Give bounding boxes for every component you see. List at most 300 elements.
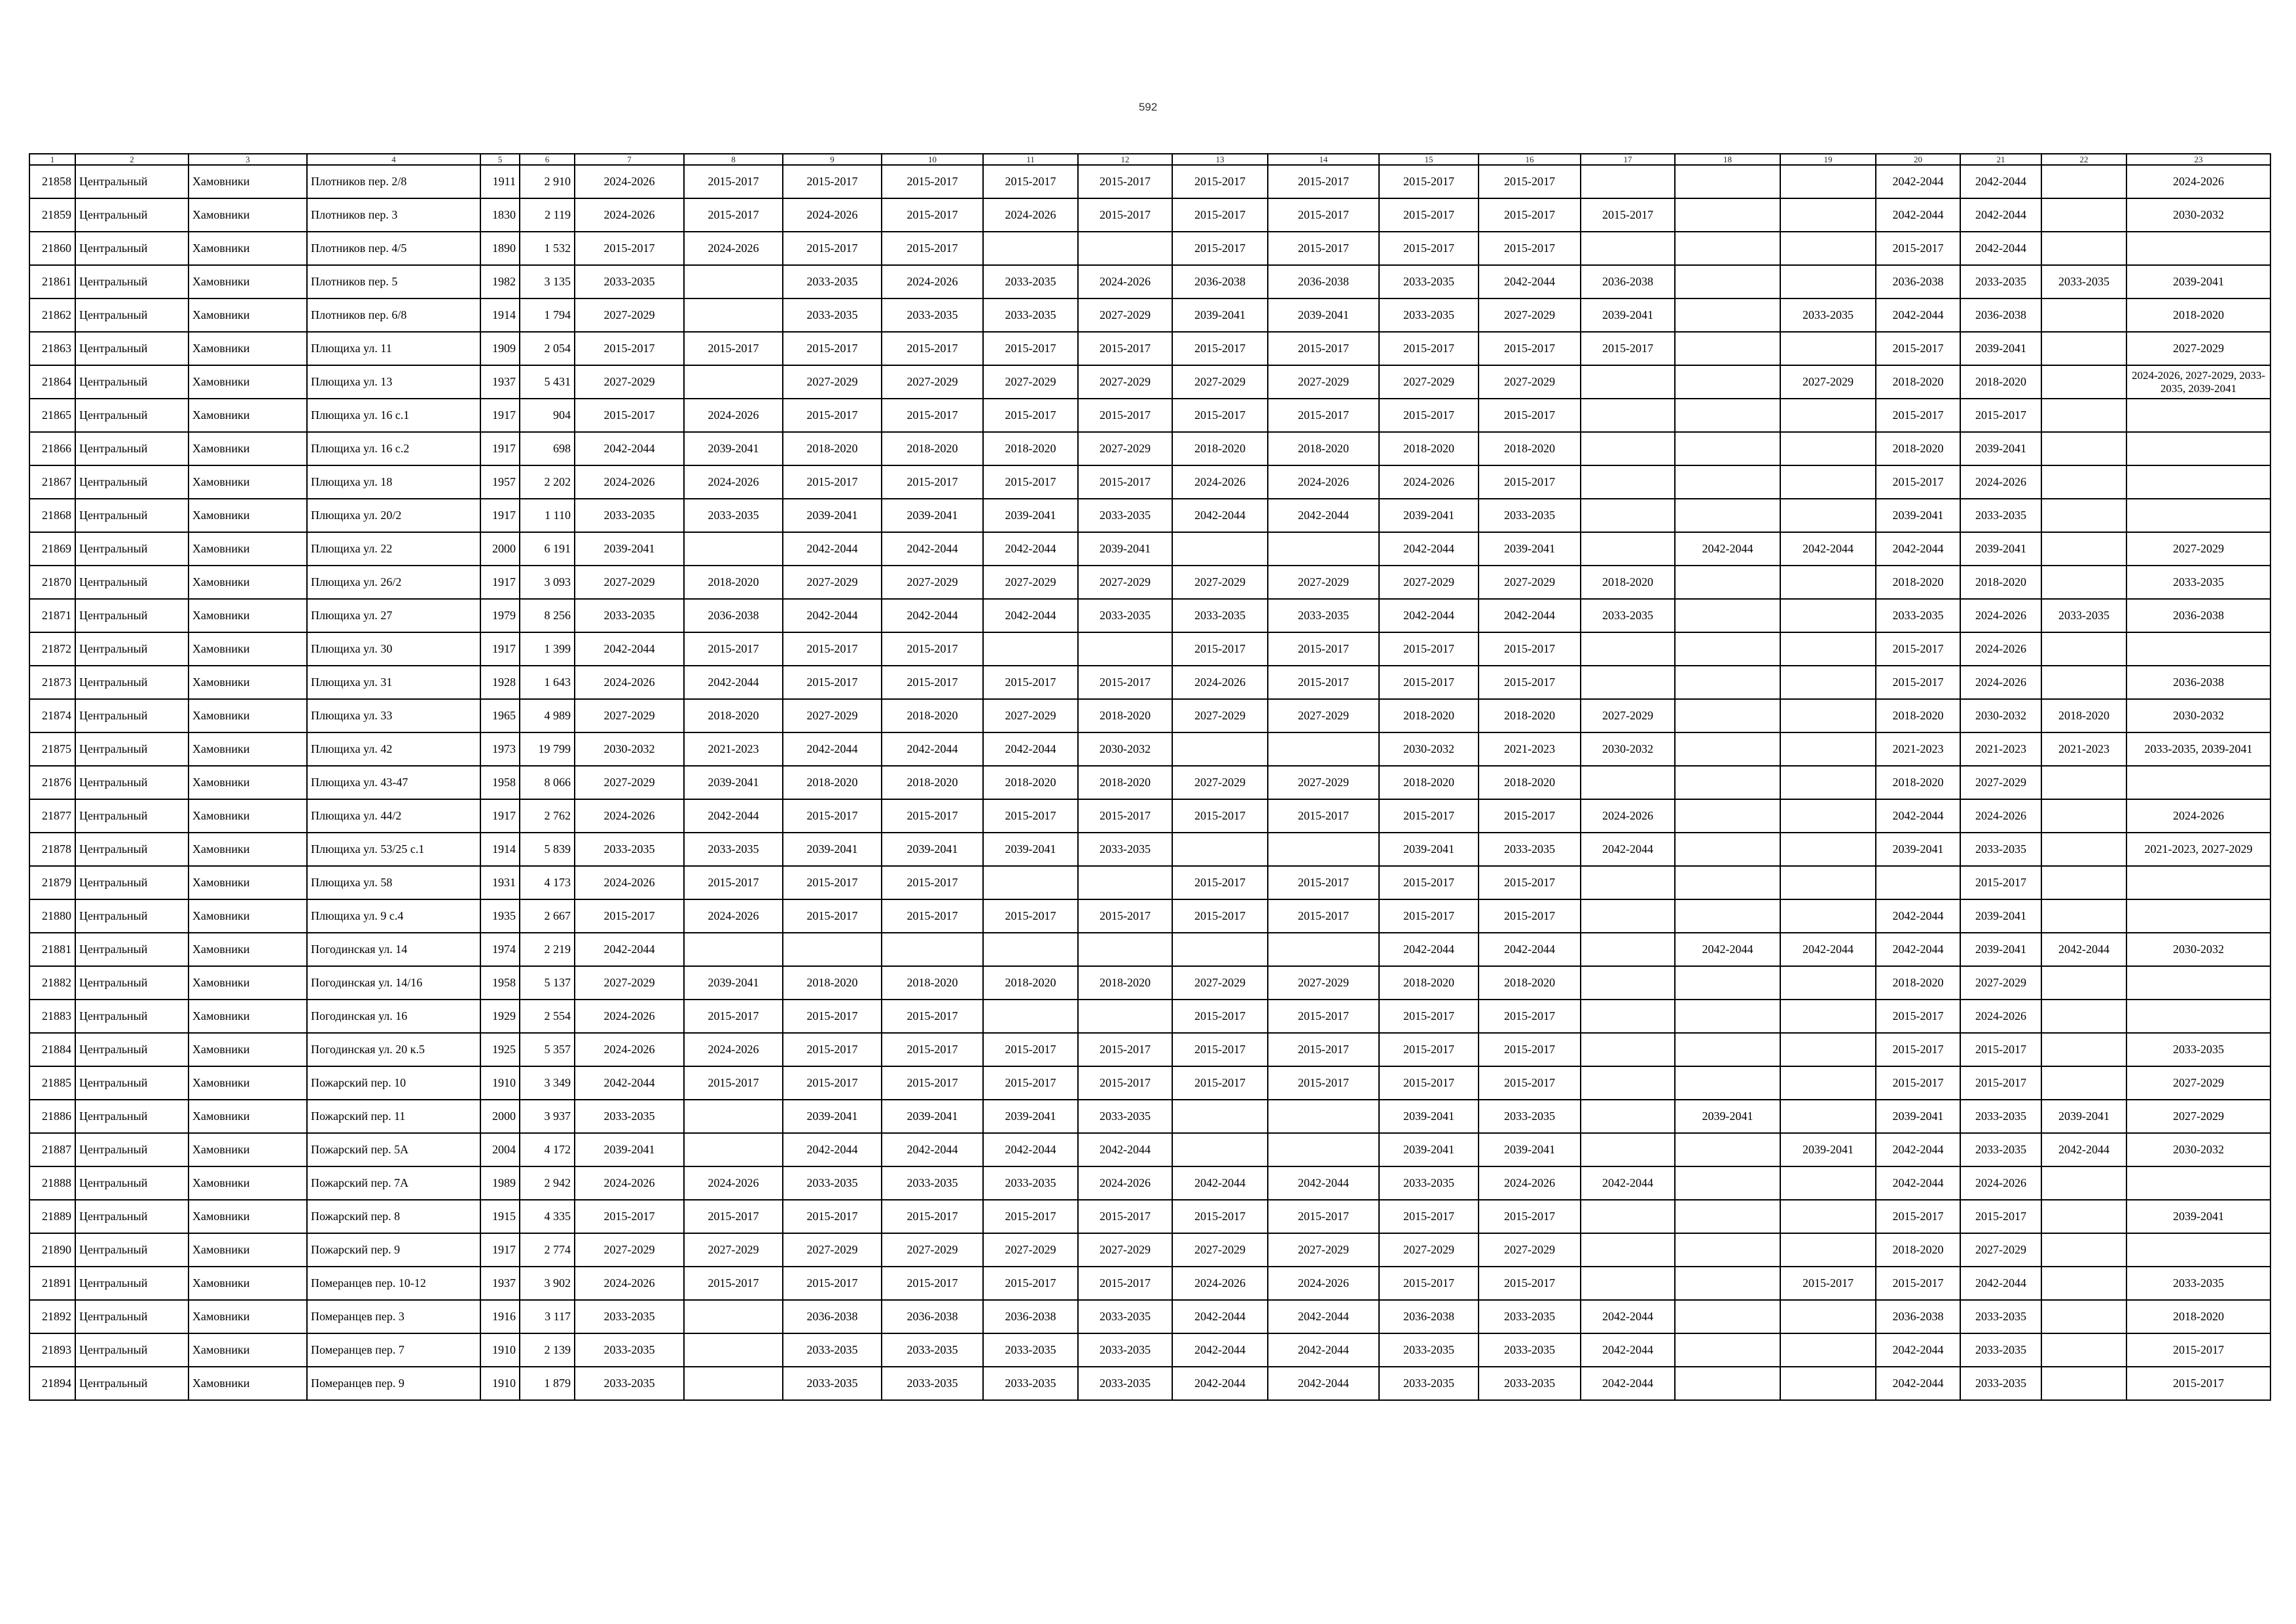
table-cell: Центральный [75,1000,188,1033]
table-cell: 2042-2044 [2041,1133,2126,1166]
table-cell: 2015-2017 [1172,165,1268,198]
table-cell: 2015-2017 [983,666,1078,699]
table-cell: 2015-2017 [783,1200,882,1233]
table-cell [1675,432,1780,465]
table-row [29,465,2270,499]
table-cell: 2042-2044 [783,1133,882,1166]
table-cell: Хамовники [188,432,307,465]
table-cell: 2027-2029 [575,966,684,1000]
table-cell: 2042-2044 [882,599,983,632]
column-number: 23 [2126,154,2270,165]
table-cell [1780,1100,1876,1133]
table-cell: Померанцев пер. 7 [307,1333,480,1367]
table-cell: 2033-2035 [2126,1033,2270,1066]
table-cell: 2018-2020 [1379,432,1479,465]
table-cell: 2015-2017 [684,332,783,365]
table-cell: Хамовники [188,1033,307,1066]
table-cell: 2015-2017 [783,799,882,833]
table-cell: 1910 [480,1333,520,1367]
table-cell: 21883 [29,1000,75,1033]
table-cell: 2033-2035 [684,833,783,866]
table-cell: 2027-2029 [575,766,684,799]
table-cell: 2015-2017 [1379,399,1479,432]
table-cell: 2018-2020 [783,432,882,465]
table-cell: Центральный [75,198,188,232]
table-cell: 2042-2044 [684,799,783,833]
table-cell [2041,465,2126,499]
table-cell: 1982 [480,265,520,298]
table-cell: 2024-2026 [1581,799,1675,833]
table-cell: Хамовники [188,198,307,232]
table-cell: 21892 [29,1300,75,1333]
table-cell: 2042-2044 [1876,799,1960,833]
table-cell: 2042-2044 [1172,499,1268,532]
table-cell: Померанцев пер. 9 [307,1367,480,1400]
table-cell: 1917 [480,432,520,465]
table-cell: 2027-2029 [1268,566,1379,599]
table-cell [1675,732,1780,766]
table-cell [1780,1367,1876,1400]
table-cell: 2027-2029 [1479,566,1581,599]
table-cell: 2030-2032 [1379,732,1479,766]
table-cell: Центральный [75,1233,188,1267]
table-cell: 2015-2017 [1581,332,1675,365]
table-cell: 2033-2035 [1960,265,2041,298]
table-cell: 2 219 [520,933,575,966]
table-cell: 2039-2041 [1379,499,1479,532]
table-cell: 2015-2017 [1379,1200,1479,1233]
table-cell: 21865 [29,399,75,432]
table-cell: 2033-2035 [783,298,882,332]
table-cell: 2004 [480,1133,520,1166]
table-cell [1675,666,1780,699]
table-cell [1581,1267,1675,1300]
table-cell: 2015-2017 [2126,1367,2270,1400]
column-number: 6 [520,154,575,165]
table-cell [2041,1333,2126,1367]
table-cell: 2027-2029 [575,699,684,732]
table-cell: 2 910 [520,165,575,198]
table-cell: Плющиха ул. 31 [307,666,480,699]
table-cell: 2027-2029 [1960,1233,2041,1267]
table-cell: 2027-2029 [684,1233,783,1267]
table-cell: 2036-2038 [1960,298,2041,332]
table-cell: 2027-2029 [1960,966,2041,1000]
table-cell: 2039-2041 [1078,532,1172,566]
table-cell [1780,332,1876,365]
table-cell: 21872 [29,632,75,666]
table-cell: 5 357 [520,1033,575,1066]
table-cell: 2015-2017 [1876,399,1960,432]
table-cell: 2042-2044 [1379,599,1479,632]
column-number: 18 [1675,154,1780,165]
table-cell: 1973 [480,732,520,766]
table-cell: 6 191 [520,532,575,566]
table-cell: 2021-2023 [1876,732,1960,766]
table-cell: Центральный [75,732,188,766]
table-cell: 21894 [29,1367,75,1400]
table-cell: 1965 [480,699,520,732]
table-cell: 2024-2026 [1960,465,2041,499]
table-cell: 1914 [480,298,520,332]
table-cell: 2027-2029 [983,699,1078,732]
table-cell: 2033-2035 [1078,499,1172,532]
table-cell: 2027-2029 [882,1233,983,1267]
table-cell [1581,165,1675,198]
table-cell: 2027-2029 [983,365,1078,399]
table-cell: Центральный [75,232,188,265]
table-cell: 2015-2017 [1479,1000,1581,1033]
table-cell: 1910 [480,1066,520,1100]
table-body [29,154,2270,1400]
table-cell: Хамовники [188,232,307,265]
table-cell: 3 135 [520,265,575,298]
table-cell: Хамовники [188,1000,307,1033]
table-cell: 2039-2041 [1960,532,2041,566]
table-cell: 2015-2017 [684,198,783,232]
table-cell: 21878 [29,833,75,866]
table-cell: 2027-2029 [2126,532,2270,566]
table-cell: 2033-2035 [783,1333,882,1367]
table-cell: 2018-2020 [1078,699,1172,732]
table-cell: 2042-2044 [1268,1333,1379,1367]
table-cell: 2042-2044 [783,732,882,766]
table-cell [1780,666,1876,699]
column-number: 1 [29,154,75,165]
table-cell: 2039-2041 [983,833,1078,866]
table-row [29,799,2270,833]
table-cell: 2015-2017 [1581,198,1675,232]
table-cell: 2033-2035 [1960,1100,2041,1133]
table-cell: Хамовники [188,365,307,399]
table-cell: 1830 [480,198,520,232]
table-cell: 1979 [480,599,520,632]
table-cell [1581,899,1675,933]
table-cell: 2 667 [520,899,575,933]
table-cell: Центральный [75,365,188,399]
table-cell [1268,1133,1379,1166]
table-cell: Плотников пер. 3 [307,198,480,232]
table-cell [2041,566,2126,599]
table-cell [2041,1166,2126,1200]
table-cell: 1974 [480,933,520,966]
table-cell: 2039-2041 [882,1100,983,1133]
table-cell: 2015-2017 [1479,632,1581,666]
table-cell: 2024-2026 [575,165,684,198]
table-cell: 2036-2038 [2126,666,2270,699]
table-cell: 3 093 [520,566,575,599]
table-cell: Хамовники [188,566,307,599]
table-cell: 2024-2026 [684,399,783,432]
table-cell: Центральный [75,1367,188,1400]
table-cell: Центральный [75,1066,188,1100]
table-cell: 2015-2017 [1379,332,1479,365]
table-cell: 2030-2032 [575,732,684,766]
table-cell: 1957 [480,465,520,499]
table-cell: 2024-2026 [1960,1000,2041,1033]
table-cell: Хамовники [188,265,307,298]
table-cell: 2024-2026 [1960,666,2041,699]
table-cell: 2033-2035 [2041,599,2126,632]
table-cell: 2039-2041 [1960,933,2041,966]
table-cell: 1958 [480,966,520,1000]
table-cell: 1935 [480,899,520,933]
table-cell: 2036-2038 [783,1300,882,1333]
table-cell: 2033-2035 [1078,1300,1172,1333]
table-cell: 2018-2020 [1876,566,1960,599]
table-cell: Хамовники [188,1100,307,1133]
table-cell: 1928 [480,666,520,699]
table-cell: 2027-2029 [783,365,882,399]
table-cell [983,933,1078,966]
table-row [29,1166,2270,1200]
table-cell: 1 643 [520,666,575,699]
table-cell: 2042-2044 [575,933,684,966]
table-cell: 2042-2044 [783,599,882,632]
table-cell [1581,766,1675,799]
table-cell: 2027-2029 [2126,332,2270,365]
table-cell: 2 054 [520,332,575,365]
table-cell: 2015-2017 [983,1267,1078,1300]
table-cell: 2015-2017 [1479,799,1581,833]
table-cell: Хамовники [188,499,307,532]
table-cell: 2015-2017 [1876,1066,1960,1100]
table-cell [983,232,1078,265]
table-cell: 2033-2035 [882,1166,983,1200]
table-cell: 21858 [29,165,75,198]
table-cell: 2015-2017 [983,899,1078,933]
column-number: 17 [1581,154,1675,165]
table-cell: 21859 [29,198,75,232]
table-cell: 2042-2044 [1960,1267,2041,1300]
table-row [29,566,2270,599]
table-cell: 1914 [480,833,520,866]
table-cell: 2018-2020 [1876,699,1960,732]
table-cell: 1890 [480,232,520,265]
table-cell [1581,1100,1675,1133]
table-cell: Центральный [75,1033,188,1066]
table-cell [1675,1367,1780,1400]
table-cell: 2015-2017 [684,1066,783,1100]
table-cell: 8 066 [520,766,575,799]
table-cell: 2015-2017 [1172,198,1268,232]
table-cell: 2018-2020 [1479,766,1581,799]
table-cell: 2015-2017 [1268,1033,1379,1066]
table-cell [2126,465,2270,499]
table-row [29,666,2270,699]
table-cell: 21887 [29,1133,75,1166]
table-cell: 2015-2017 [1268,1066,1379,1100]
table-cell: 2018-2020 [1379,699,1479,732]
table-cell: 2033-2035 [2126,566,2270,599]
table-row [29,1333,2270,1367]
table-cell: 2021-2023 [1960,732,2041,766]
table-cell [1675,1200,1780,1233]
table-cell: Центральный [75,298,188,332]
table-cell: 2015-2017 [882,799,983,833]
table-cell: 2018-2020 [1078,766,1172,799]
table-cell: Пожарский пер. 7А [307,1166,480,1200]
table-cell: 2021-2023, 2027-2029 [2126,833,2270,866]
table-cell: 21871 [29,599,75,632]
table-cell: 2015-2017 [2126,1333,2270,1367]
table-cell: 2033-2035 [783,265,882,298]
table-cell: 2024-2026 [575,1267,684,1300]
table-cell: 2033-2035 [1379,1333,1479,1367]
table-cell [2041,1367,2126,1400]
table-cell: 2015-2017 [1876,1033,1960,1066]
table-cell: Центральный [75,1300,188,1333]
table-cell [1876,866,1960,899]
table-cell: 2042-2044 [1876,298,1960,332]
table-cell: Центральный [75,465,188,499]
table-cell: 2033-2035 [2041,265,2126,298]
table-cell: 2015-2017 [1172,866,1268,899]
table-cell: Центральный [75,399,188,432]
table-row [29,399,2270,432]
table-cell: Центральный [75,666,188,699]
table-cell: 2015-2017 [1876,332,1960,365]
table-cell: Хамовники [188,1166,307,1200]
table-cell: 2015-2017 [1268,399,1379,432]
table-cell [1780,632,1876,666]
table-cell: 2033-2035 [1479,1367,1581,1400]
table-cell [684,298,783,332]
table-cell: 2015-2017 [684,1267,783,1300]
table-cell: 2033-2035 [575,599,684,632]
table-cell: 1 794 [520,298,575,332]
table-cell: 2027-2029 [1479,365,1581,399]
table-cell: 2015-2017 [1172,1200,1268,1233]
table-cell: 2033-2035 [882,298,983,332]
table-cell [1172,933,1268,966]
table-cell: 21868 [29,499,75,532]
table-cell [2041,1033,2126,1066]
table-cell: 2039-2041 [684,766,783,799]
table-cell: Центральный [75,566,188,599]
table-cell: 2018-2020 [684,566,783,599]
table-cell: 2042-2044 [1581,1300,1675,1333]
table-cell: 2018-2020 [1479,966,1581,1000]
table-cell [2041,232,2126,265]
column-number: 3 [188,154,307,165]
table-cell: 2027-2029 [983,1233,1078,1267]
table-cell: 2 202 [520,465,575,499]
table-cell: 2024-2026 [1379,465,1479,499]
table-cell: 2042-2044 [983,1133,1078,1166]
table-cell: Плющиха ул. 18 [307,465,480,499]
table-cell: 2039-2041 [575,1133,684,1166]
table-cell: 2027-2029 [575,365,684,399]
table-cell: 2042-2044 [1479,599,1581,632]
table-row [29,1033,2270,1066]
table-cell: 2018-2020 [1960,566,2041,599]
table-cell: 4 172 [520,1133,575,1166]
table-cell: 2015-2017 [1172,1066,1268,1100]
table-cell: 2039-2041 [575,532,684,566]
table-cell: 2015-2017 [1379,232,1479,265]
table-cell [2041,799,2126,833]
table-cell: 2015-2017 [882,899,983,933]
table-row [29,1267,2270,1300]
table-cell [1780,1233,1876,1267]
table-cell: Пожарский пер. 9 [307,1233,480,1267]
table-cell: 2030-2032 [1581,732,1675,766]
table-cell: 21882 [29,966,75,1000]
table-cell: 2015-2017 [1379,666,1479,699]
table-cell: 2039-2041 [1960,332,2041,365]
table-cell [983,1000,1078,1033]
table-cell [2126,232,2270,265]
table-cell [684,1300,783,1333]
table-cell: 21861 [29,265,75,298]
table-cell: 21860 [29,232,75,265]
table-cell: 2018-2020 [1876,766,1960,799]
table-cell: 2024-2026 [1268,1267,1379,1300]
table-cell: 2039-2041 [783,499,882,532]
table-cell: 2042-2044 [1268,499,1379,532]
table-cell: 1 110 [520,499,575,532]
table-cell: 2036-2038 [1379,1300,1479,1333]
table-cell: 2015-2017 [1379,1267,1479,1300]
table-cell: 2 774 [520,1233,575,1267]
table-cell: 2042-2044 [1581,1367,1675,1400]
table-cell [1581,399,1675,432]
table-cell: 2015-2017 [783,165,882,198]
table-cell: Плющиха ул. 33 [307,699,480,732]
table-row [29,1100,2270,1133]
table-cell: 2024-2026, 2027-2029, 2033-2035, 2039-2041 [2126,365,2270,399]
table-cell: 2033-2035 [684,499,783,532]
table-cell: 1929 [480,1000,520,1033]
table-cell: 2039-2041 [1581,298,1675,332]
table-cell: 21864 [29,365,75,399]
table-cell: 2015-2017 [1078,1200,1172,1233]
table-cell [1675,198,1780,232]
table-cell: 2015-2017 [1876,465,1960,499]
table-cell: 2 554 [520,1000,575,1033]
table-cell: 2039-2041 [2126,1200,2270,1233]
table-row [29,1133,2270,1166]
table-cell: 1916 [480,1300,520,1333]
table-cell: 2024-2026 [1172,1267,1268,1300]
table-cell: 2042-2044 [1078,1133,1172,1166]
table-cell: Плющиха ул. 26/2 [307,566,480,599]
table-cell: 2042-2044 [1876,165,1960,198]
table-cell: 4 989 [520,699,575,732]
table-cell: 2027-2029 [1379,566,1479,599]
table-cell [684,933,783,966]
table-cell: 2015-2017 [882,232,983,265]
table-cell: 2027-2029 [1172,1233,1268,1267]
table-cell: Центральный [75,332,188,365]
table-cell: 1937 [480,365,520,399]
table-cell: Хамовники [188,632,307,666]
table-cell: 2042-2044 [575,1066,684,1100]
table-cell: 2039-2041 [1479,532,1581,566]
table-cell: 2036-2038 [1581,265,1675,298]
table-cell: 2015-2017 [882,198,983,232]
table-cell: 2039-2041 [1876,833,1960,866]
table-cell: 2042-2044 [1172,1166,1268,1200]
table-cell: Центральный [75,799,188,833]
table-cell: 2033-2035 [1479,833,1581,866]
table-cell: 2039-2041 [783,833,882,866]
table-cell: 2024-2026 [1268,465,1379,499]
table-cell: 2033-2035 [575,1367,684,1400]
table-row [29,632,2270,666]
table-cell: 2027-2029 [2126,1066,2270,1100]
